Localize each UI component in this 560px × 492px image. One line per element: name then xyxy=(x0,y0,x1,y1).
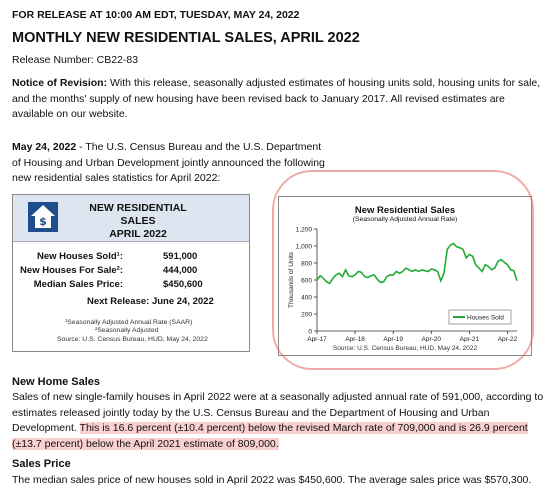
summary-box xyxy=(12,194,250,352)
x-tick-label: Apr-18 xyxy=(345,336,365,342)
y-tick-label: 1,200 xyxy=(295,226,312,234)
highlighted-text: This is 16.6 percent (±10.4 percent) below the revised March rate of 709,000 and is 26.9 percent (±13.7 percent) below the April 2021 estimate of 809,000. xyxy=(12,422,528,450)
summary-source: Source: U.S. Census Bureau, HUD, May 24, 2022 xyxy=(57,336,208,343)
stat-label: Median Sales Price: xyxy=(33,279,123,290)
chart-source: Source: U.S. Census Bureau, HUD, May 24, 2022 xyxy=(332,345,478,352)
x-tick-label: Apr-22 xyxy=(497,336,518,342)
sales-price-text: The median sales price of new houses sold in April 2022 was $450,600. The average sales price was $570,300. xyxy=(12,474,532,486)
x-tick-label: Apr-19 xyxy=(383,336,403,342)
sales-price-heading: Sales Price xyxy=(12,458,71,470)
house-dollar-icon xyxy=(27,201,59,233)
legend-label: Houses Sold xyxy=(467,314,504,322)
y-tick-label: 0 xyxy=(308,328,312,336)
notice-of-revision xyxy=(12,76,547,123)
y-tick-label: 600 xyxy=(301,277,312,285)
intro-text: - The U.S. Census Bureau and the U.S. Department of Housing and Urban Development jointly announced the following new residential sales statistics for April 2022: xyxy=(12,141,325,184)
x-tick-label: Apr-20 xyxy=(421,336,442,342)
page-title: MONTHLY NEW RESIDENTIAL SALES, APRIL 2022 xyxy=(12,30,360,46)
footnote-2: ²Seasonally Adjusted xyxy=(95,327,159,334)
release-line: FOR RELEASE AT 10:00 AM EDT, TUESDAY, MAY 24, 2022 xyxy=(12,9,300,21)
next-release: Next Release: June 24, 2022 xyxy=(87,296,214,307)
y-tick-label: 800 xyxy=(301,260,312,268)
release-number: Release Number: CB22-83 xyxy=(12,54,139,66)
stat-value: 591,000 xyxy=(163,251,198,262)
summary-title-1: NEW RESIDENTIAL xyxy=(89,202,187,214)
summary-title-3: APRIL 2022 xyxy=(109,228,167,240)
stat-label: New Houses Sold¹: xyxy=(36,251,123,262)
footnote-1: ¹Seasonally Adjusted Annual Rate (SAAR) xyxy=(65,319,193,326)
y-tick-label: 200 xyxy=(301,311,312,319)
summary-box-header xyxy=(13,195,249,242)
stat-label: New Houses For Sale²: xyxy=(20,265,123,276)
notice-label: Notice of Revision: xyxy=(12,77,108,89)
new-home-sales-text-1: Sales of new single-family houses in April 2022 were at a seasonally adjusted annual rate of 591,000, according to estimates released jointly today by the U.S. Census Bureau and the Department of Housing and Urban Development. xyxy=(12,391,544,434)
y-axis-label: Thousands of Units xyxy=(288,251,295,309)
chart-title: New Residential Sales xyxy=(354,205,456,216)
x-tick-label: Apr-17 xyxy=(307,336,327,342)
notice-text: With this release, seasonally adjusted estimates of housing units sold, housing units for sale, and the months' supply of new housing have been revised back to January 2017. All revised estimates are available on our website. xyxy=(12,77,541,120)
annotation-circle xyxy=(272,170,534,370)
intro-date: May 24, 2022 xyxy=(12,141,77,153)
y-tick-label: 1,000 xyxy=(295,243,312,251)
new-home-sales-heading: New Home Sales xyxy=(12,376,101,388)
x-tick-label: Apr-21 xyxy=(459,336,480,342)
stat-value: 444,000 xyxy=(163,265,198,276)
y-tick-label: 400 xyxy=(301,294,312,302)
stat-value: $450,600 xyxy=(163,279,203,290)
summary-title-2: SALES xyxy=(120,215,156,227)
chart-subtitle: (Seasonally Adjusted Annual Rate) xyxy=(352,216,458,223)
new-home-sales-text xyxy=(12,390,547,452)
svg-text:$: $ xyxy=(39,215,47,228)
